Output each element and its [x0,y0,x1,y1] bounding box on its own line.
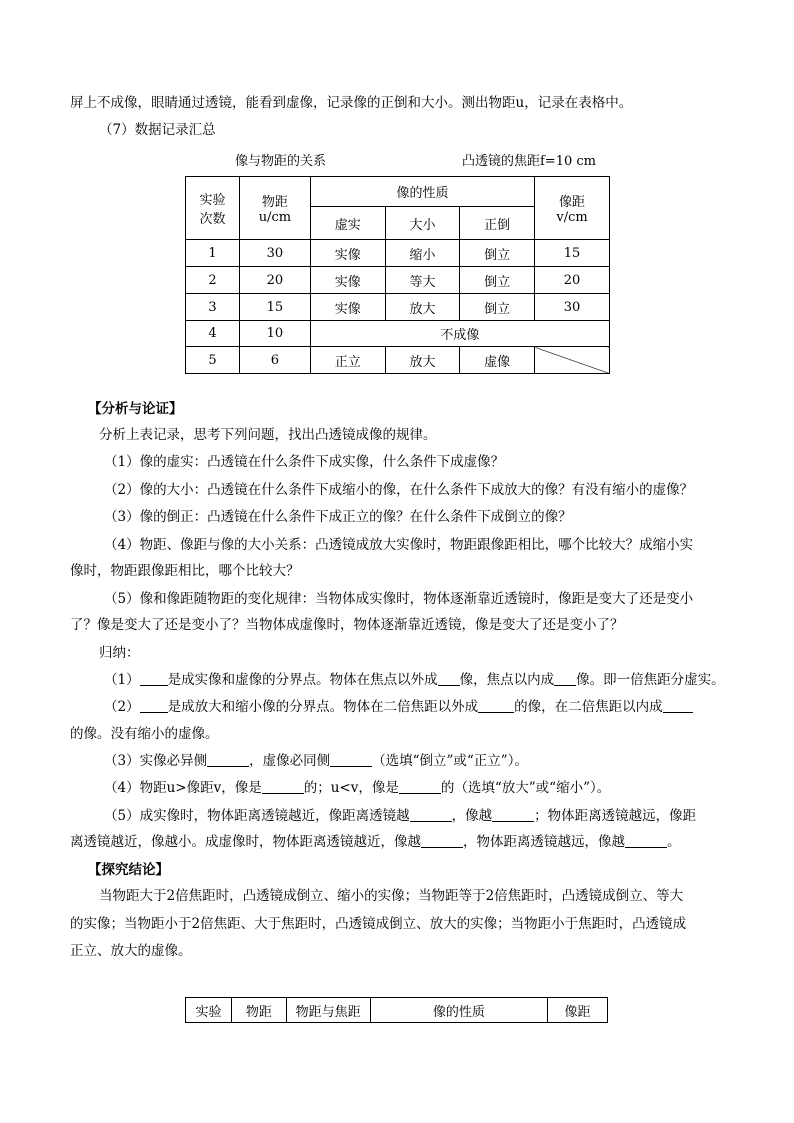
table-row [186,321,610,347]
header-real-virtual: 虚实 [310,207,385,240]
cell-real-virtual: 实像 [310,240,385,267]
analysis-q4-line-1: （4）物距、像距与像的大小关系：凸透镜成放大实像时，物距跟像距相比，哪个比较大？成缩小实 [104,537,694,553]
summary-item-2-line-1: （2） 是成放大和缩小像的分界点。物体在二倍焦距以外成 的像，在二倍焦距以内成 [104,697,764,717]
blank-virtual-far-size[interactable] [625,833,667,848]
cell-size: 等大 [385,267,460,294]
conclusion-heading: 【探究结论】 [88,862,169,878]
cell-trial: 2 [186,267,240,294]
intro-line-2: （7）数据记录汇总 [99,122,216,138]
table-row [186,267,610,294]
cell-v: 20 [535,267,610,294]
cell-v: 30 [535,294,610,321]
table-row [186,294,610,321]
t2-header-object-distance: 物距 [231,998,286,1023]
cell-trial: 4 [186,321,240,347]
t2-header-image-distance: 像距 [548,998,608,1023]
analysis-q3: （3）像的倒正：凸透镜在什么条件下成正立的像？在什么条件下成倒立的像？ [104,509,572,525]
blank-beyond-2f[interactable] [478,698,514,713]
header-object-distance: 物距u/cm [239,177,310,240]
summary-item-4: （4）物距u>像距v，像是 的；u<v，像是 的（选填“放大”或“缩小”）。 [104,780,611,796]
cell-diagonal-empty [535,347,610,374]
cell-size: 放大 [385,347,460,374]
intro-line-1: 屏上不成像，眼睛通过透镜，能看到虚像，记录像的正倒和大小。测出物距u，记录在表格中。 [70,95,633,111]
cell-trial: 1 [186,240,240,267]
t2-header-object-vs-focal: 物距与焦距 [286,998,370,1023]
cell-u: 10 [239,321,310,347]
t2-header-image-nature: 像的性质 [370,998,548,1023]
blank-virtual-near-size[interactable] [421,833,463,848]
analysis-q5-line-1: （5）像和像距随物距的变化规律：当物体成实像时，物体逐渐靠近透镜时，像距是变大了还是变小 [104,591,694,607]
blank-virtual-image-orientation[interactable] [330,752,372,767]
header-image-distance: 像距v/cm [535,177,610,240]
conclusion-line-2: 的实像；当物距小于2倍焦距、大于焦距时，凸透镜成倒立、放大的实像；当物距小于焦距时，凸透镜成 [70,916,687,932]
analysis-q5-line-2: 了？像是变大了还是变小了？当物体成虚像时，物体逐渐靠近透镜，像是变大了还是变小了？ [70,617,624,633]
summary-item-1: （1） 是成实像和虚像的分界点。物体在焦点以外成 像，焦点以内成 像。即一倍焦距分虚实。 [104,672,725,688]
experiment-table [185,997,608,1023]
blank-u-greater-v[interactable] [262,779,304,794]
cell-real-virtual: 实像 [310,294,385,321]
cell-u: 15 [239,294,310,321]
cell-orientation: 倒立 [460,240,535,267]
header-trial: 实验次数 [186,177,240,240]
blank-u-less-v[interactable] [399,779,441,794]
summary-item-3: （3）实像必异侧 ，虚像必同侧 （选填“倒立”或“正立”）。 [104,753,528,769]
header-image-nature: 像的性质 [310,177,534,207]
cell-u: 6 [239,347,310,374]
cell-orientation: 虚像 [460,347,535,374]
analysis-q2: （2）像的大小：凸透镜在什么条件下成缩小的像，在什么条件下成放大的像？有没有缩小的虚像？ [104,482,694,498]
summary-item-5-line-2: 离透镜越近，像越小。成虚像时，物体距离透镜越近，像越 ，物体距离透镜越远，像越 。 [70,834,681,850]
blank-within-2f[interactable] [663,698,693,713]
analysis-q4-line-2: 像时，物距跟像距相比，哪个比较大？ [70,563,300,579]
table-caption-left: 像与物距的关系 [235,154,327,169]
cell-u: 20 [239,267,310,294]
cell-orientation: 倒立 [460,294,535,321]
cell-real-virtual: 实像 [310,267,385,294]
summary-heading: 归纳： [99,645,140,661]
summary-item-2-line-2: 的像。没有缩小的虚像。 [70,726,219,742]
analysis-heading: 【分析与论证】 [88,401,183,417]
analysis-intro: 分析上表记录，思考下列问题，找出凸透镜成像的规律。 [99,427,437,443]
header-size: 大小 [385,207,460,240]
conclusion-line-1: 当物距大于2倍焦距时，凸透镜成倒立、缩小的实像；当物距等于2倍焦距时，凸透镜成倒立、等大 [99,888,684,904]
blank-focal-point[interactable] [140,671,168,686]
blank-real-image-size[interactable] [492,807,534,822]
blank-inside-focus[interactable] [554,671,576,686]
blank-2f-point[interactable] [140,698,168,713]
blank-outside-focus[interactable] [438,671,460,686]
header-orientation: 正倒 [460,207,535,240]
analysis-q1: （1）像的虚实：凸透镜在什么条件下成实像，什么条件下成虚像？ [104,454,505,470]
t2-header-trial: 实验 [186,998,232,1023]
cell-size: 缩小 [385,240,460,267]
blank-real-image-orientation[interactable] [207,752,249,767]
cell-v: 15 [535,240,610,267]
cell-no-image: 不成像 [310,321,609,347]
data-table [185,176,610,374]
cell-real-virtual: 正立 [310,347,385,374]
conclusion-line-3: 正立、放大的虚像。 [70,943,192,959]
table-row [186,240,610,267]
summary-item-5-line-1: （5）成实像时，物体距离透镜越近，像距离透镜越 ，像越 ；物体距离透镜越远，像距 [104,808,697,824]
cell-trial: 3 [186,294,240,321]
cell-orientation: 倒立 [460,267,535,294]
cell-u: 30 [239,240,310,267]
table-row [186,347,610,374]
cell-trial: 5 [186,347,240,374]
table-caption-right: 凸透镜的焦距f=10 cm [462,154,596,169]
blank-real-image-distance[interactable] [410,807,452,822]
cell-size: 放大 [385,294,460,321]
